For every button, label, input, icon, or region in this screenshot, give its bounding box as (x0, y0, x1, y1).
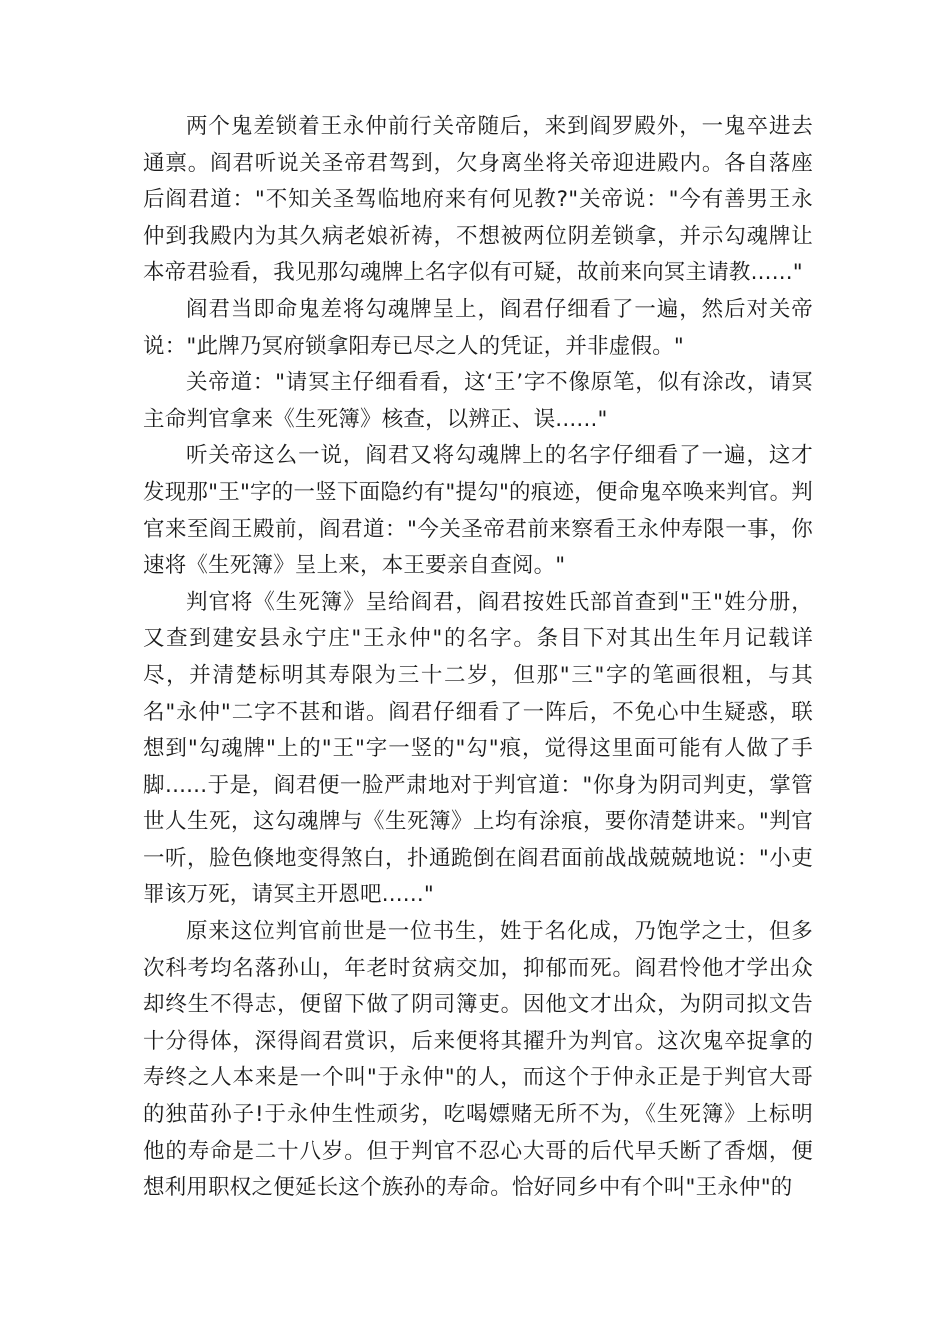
paragraph-3: 关帝道："请冥主仔细看看，这‘王’字不像原笔，似有涂改，请冥主命判官拿来《生死簿》核查，以辨正、误......" (143, 370, 813, 432)
paragraph-4: 听关帝这么一说，阎君又将勾魂牌上的名字仔细看了一遍，这才发现那"王"字的一竖下面隐约有"提勾"的痕迹，便命鬼卒唤来判官。判官来至阎王殿前，阎君道："今关圣帝君前来察看王永仲寿限一事，你速将《生死簿》呈上来，本王要亲自查阅。" (143, 443, 813, 579)
paragraph-1: 两个鬼差锁着王永仲前行关帝随后，来到阎罗殿外，一鬼卒进去通禀。阎君听说关圣帝君驾到，欠身离坐将关帝迎进殿内。各自落座后阎君道："不知关圣驾临地府来有何见教?"关帝说："今有善男王永仲到我殿内为其久病老娘祈祷，不想被两位阴差锁拿，并示勾魂牌让本帝君验看，我见那勾魂牌上名字似有可疑，故前来向冥主请教......" (143, 114, 813, 286)
paragraph-2: 阎君当即命鬼差将勾魂牌呈上，阎君仔细看了一遍，然后对关帝说："此牌乃冥府锁拿阳寿已尽之人的凭证，并非虚假。" (143, 296, 813, 359)
body-text (143, 109, 813, 1207)
paragraph-5: 判官将《生死簿》呈给阎君，阎君按姓氏部首查到"王"姓分册，又查到建安县永宁庄"王永仲"的名字。条目下对其出生年月记载详尽，并清楚标明其寿限为三十二岁，但那"三"字的笔画很粗，与其名"永仲"二字不甚和谐。阎君仔细看了一阵后，不免心中生疑惑，联想到"勾魂牌"上的"王"字一竖的"勾"痕，觉得这里面可能有人做了手脚......于是，阎君便一脸严肃地对于判官道："你身为阴司判吏，掌管世人生死，这勾魂牌与《生死簿》上均有涂痕，要你清楚讲来。"判官一听，脸色倏地变得煞白，扑通跪倒在阎君面前战战兢兢地说："小吏罪该万死，请冥主开恩吧......" (143, 589, 813, 908)
paragraph-6: 原来这位判官前世是一位书生，姓于名化成，乃饱学之士，但多次科考均名落孙山，年老时贫病交加，抑郁而死。阎君怜他才学出众却终生不得志，便留下做了阴司簿吏。因他文才出众，为阴司拟文告十分得体，深得阎君赏识，后来便将其擢升为判官。这次鬼卒捉拿的寿终之人本来是一个叫"于永仲"的人，而这个于仲永正是于判官大哥的独苗孙子!于永仲生性顽劣，吃喝嫖赌无所不为，《生死簿》上标明他的寿命是二十八岁。但于判官不忍心大哥的后代早夭断了香烟，便想利用职权之便延长这个族孙的寿命。恰好同乡中有个叫"王永仲"的 (143, 919, 813, 1201)
